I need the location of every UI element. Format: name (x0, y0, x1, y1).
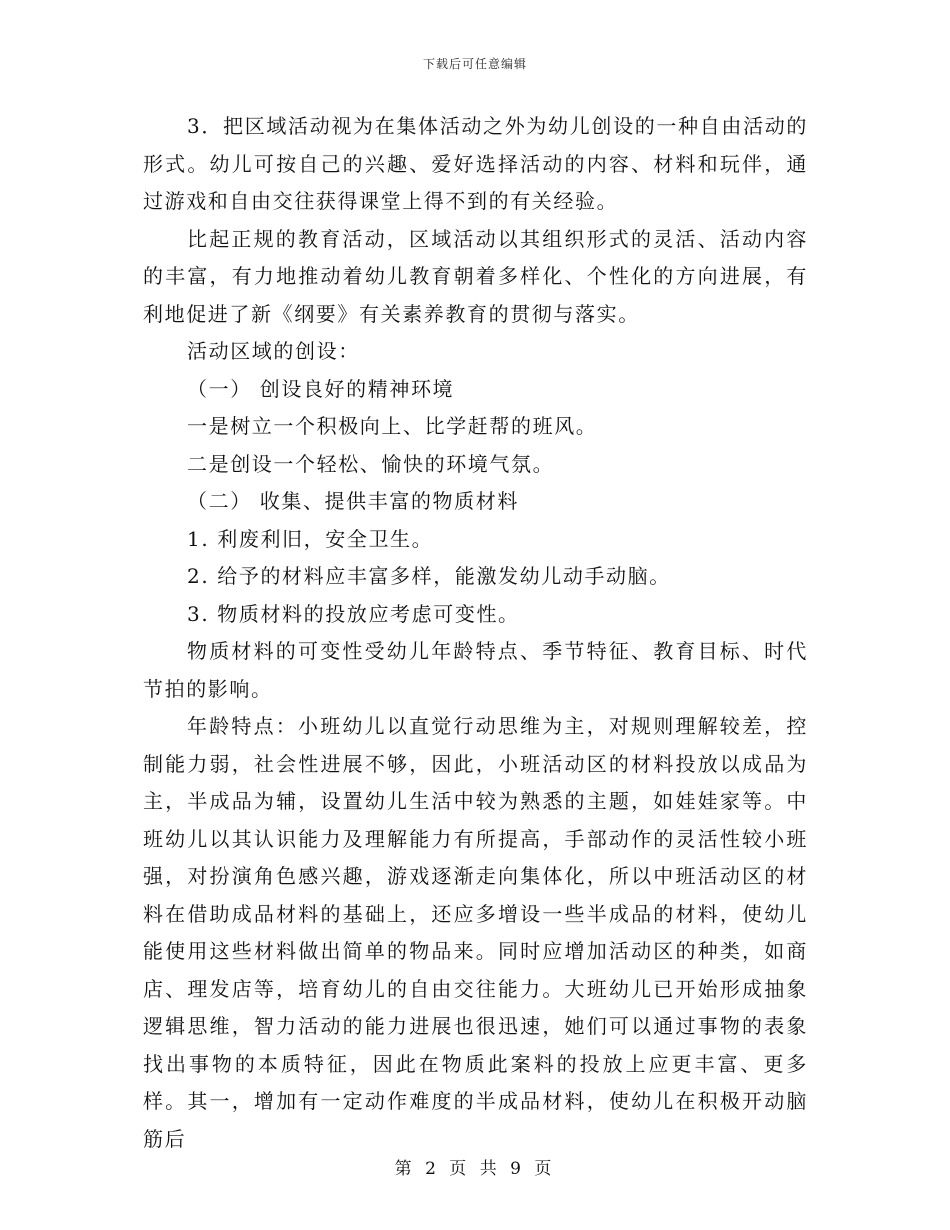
document-body (143, 108, 808, 1158)
list-item-variability: 3. 物质材料的投放应考虑可变性。 (187, 601, 520, 626)
page-header: 下载后可任意编辑 (422, 57, 527, 71)
section-heading-spiritual-environment: （一） 创设良好的精神环境 (187, 376, 455, 401)
page-number: 第 2 页 共 9 页 (394, 1159, 556, 1179)
list-item-atmosphere: 二是创设一个轻松、愉快的环境气氛。 (187, 451, 555, 476)
list-item-class-spirit: 一是树立一个积极向上、比学赶帮的班风。 (187, 414, 598, 438)
paragraph-regional-activity-form: 3．把区域活动视为在集体活动之外为幼儿创设的一种自由活动的形式。幼儿可按自己的兴趣、爱好选择活动的内容、材料和玩伴，通过游戏和自由交往获得课堂上得不到的有关经验。 (143, 114, 808, 213)
paragraph-age-characteristics: 年龄特点：小班幼儿以直觉行动思维为主，对规则理解较差，控制能力弱，社会性进展不够，因此，小班活动区的材料投放以成品为主，半成品为辅，设置幼儿生活中较为熟悉的主题，如娃娃家等。中班幼儿以其认识能力及理解能力有所提高，手部动作的灵活性较小班强，对扮演角色感兴趣，游戏逐渐走向集体化，所以中班活动区的材料在借助成品材料的基础上，还应多增设一些半成品的材料，使幼儿能使用这些材料做出简单的物品来。同时应增加活动区的种类，如商店、理发店等，培育幼儿的自由交往能力。大班幼儿已开始形成抽象逻辑思维，智力活动的能力进展也很迅速，她们可以通过事物的表象找出事物的本质特征，因此在物质此案料的投放上应更丰富、更多样。其一，增加有一定动作难度的半成品材料，使幼儿在积极开动脑筋后 (143, 714, 808, 1151)
list-item-rich-materials: 2. 给予的材料应丰富多样，能激发幼儿动手动脑。 (187, 564, 671, 588)
paragraph-compared-to-formal-education: 比起正规的教育活动，区域活动以其组织形式的灵活、活动内容的丰富，有力地推动着幼儿教育朝着多样化、个性化的方向进展，有利地促进了新《纲要》有关素养教育的贯彻与落实。 (143, 226, 808, 326)
list-item-recycle-safety: 1. 利废利旧，安全卫生。 (187, 526, 434, 551)
paragraph-area-creation-heading: 活动区域的创设： (187, 339, 360, 363)
section-heading-material-supply: （二） 收集、提供丰富的物质材料 (187, 489, 519, 513)
paragraph-variability-factors: 物质材料的可变性受幼儿年龄特点、季节特征、教育目标、时代节拍的影响。 (143, 639, 808, 701)
